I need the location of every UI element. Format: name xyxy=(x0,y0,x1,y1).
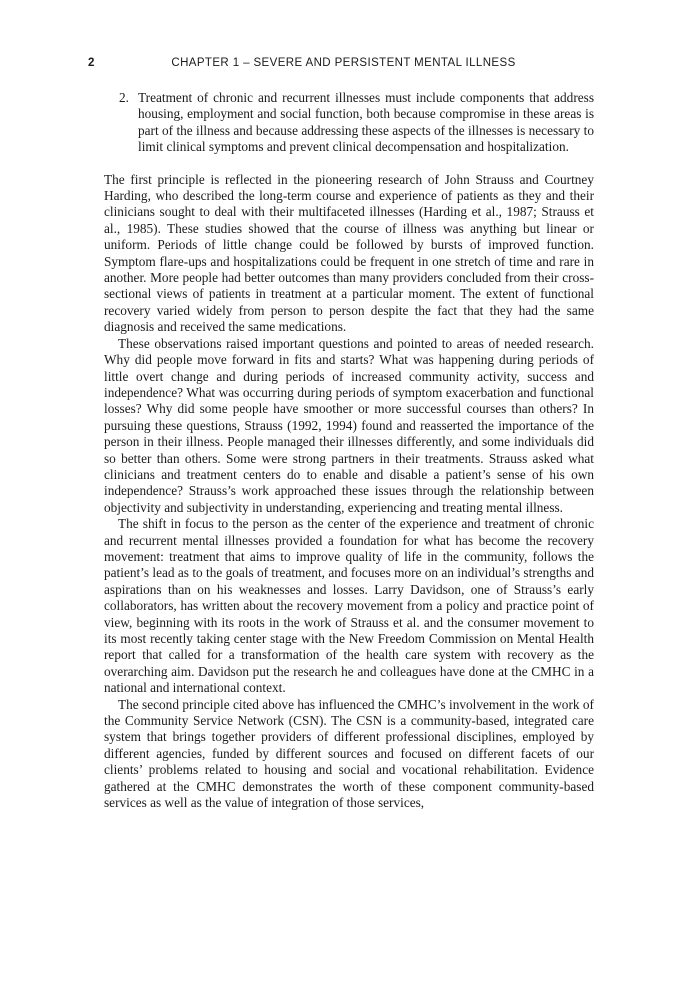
paragraph: The first principle is reflected in the pioneering research of John Strauss and Courtney Harding, who described the long-term course and experience of patients as they and their clinicians sought to deal with their multifaceted illnesses (Harding et al., 1987; Strauss et al., 1985). These studies showed that the course of illness was anything but linear or uniform. Periods of little change could be followed by bursts of improved function. Symptom flare-ups and hospitalizations could be frequent in one stretch of time and rare in another. More people had better outcomes than many providers concluded from their cross-sectional views of patients in treatment at a particular moment. The extent of functional recovery varied widely from person to person despite the fact that they had the same diagnosis and received the same medications. xyxy=(104,171,594,335)
body-text xyxy=(104,90,594,811)
running-head xyxy=(88,57,599,75)
paragraph: The second principle cited above has influenced the CMHC’s involvement in the work of the Community Service Network (CSN). The CSN is a community-based, integrated care system that brings together providers of different professional disciplines, employed by different agencies, funded by different sources and focused on different facets of our clients’ problems related to housing and social and vocational rehabilitation. Evidence gathered at the CMHC demonstrates the worth of these component community-based services as well as the value of integration of those services, xyxy=(104,696,594,811)
page-number: 2 xyxy=(88,57,95,69)
list-item-text: Treatment of chronic and recurrent illnesses must include components that address housing, employment and social function, both because compromise in these areas is part of the illness and because addressing these aspects of the illnesses is necessary to limit clinical symptoms and prevent clinical decompensation and hospitalization. xyxy=(138,90,594,155)
chapter-title: CHAPTER 1 – SEVERE AND PERSISTENT MENTAL ILLNESS xyxy=(171,57,516,69)
list-number: 2. xyxy=(119,90,129,105)
paragraph: The shift in focus to the person as the center of the experience and treatment of chronic and recurrent mental illnesses provided a foundation for what has become the recovery movement: treatment that aims to improve quality of life in the community, follows the patient’s lead as to the goals of treatment, and focuses more on an individual’s strengths and aspirations than on his weaknesses and losses. Larry Davidson, one of Strauss’s early collaborators, has written about the recovery movement from a policy and practice point of view, beginning with its roots in the work of Strauss et al. and the consumer movement to its most recently taking center stage with the New Freedom Commission on Mental Health report that called for a transformation of the health care system with recovery as the overarching aim. Davidson put the research he and colleagues have done at the CMHC in a national and international context. xyxy=(104,516,594,696)
paragraph: These observations raised important questions and pointed to areas of needed research. Why did people move forward in fits and starts? What was happening during periods of little overt change and during periods of increased community activity, success and independence? What was occurring during periods of symptom exacerbation and functional losses? Why did some people have smoother or more successful courses than others? In pursuing these questions, Strauss (1992, 1994) found and reasserted the importance of the person in their illness. People managed their illnesses differently, and some individuals did so better than others. Some were strong partners in their treatments. Strauss asked what clinicians and treatment centers do to enable and disable a patient’s sense of his own independence? Strauss’s work approached these issues through the relationship between objectivity and subjectivity in understanding, experiencing and treating mental illness. xyxy=(104,335,594,515)
numbered-list-item xyxy=(104,90,594,156)
